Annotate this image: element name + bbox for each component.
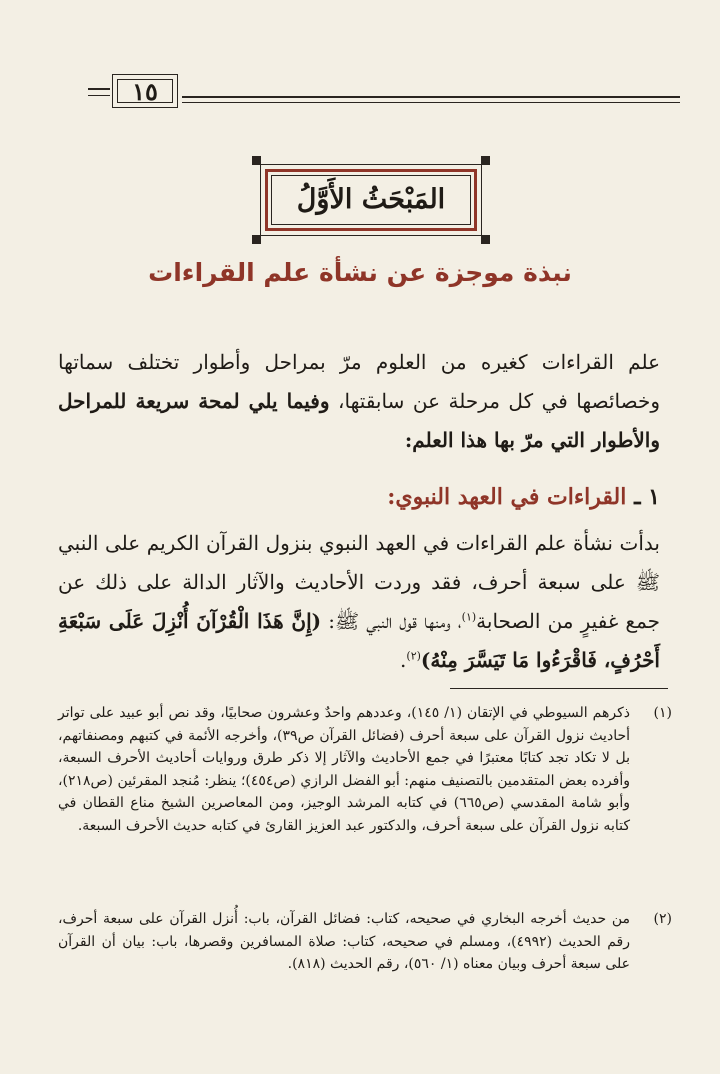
subsection-number: ١ ـ — [634, 484, 660, 510]
body-text-1: بدأت نشأة علم القراءات في العهد النبوي بنزول القرآن الكريم على النبي ﷺ على سبعة أحرف، فقد وردت الأحاديث والآثار الدالة على ذلك عن جمع غفيرٍ من الصحابة — [58, 531, 660, 633]
footnote-1 — [58, 702, 670, 837]
header-rule-left-thin — [88, 95, 110, 96]
page-number-box — [112, 74, 178, 108]
footnote-2-marker: (٢) — [653, 911, 672, 927]
subsection-heading — [58, 480, 660, 514]
footnote-1-marker: (١) — [653, 705, 672, 721]
intro-bold-text: وفيما يلي لمحة سريعة للمراحل والأطوار التي مرّ بها هذا العلم: — [58, 389, 660, 452]
footnote-1-text: ذكرهم السيوطي في الإتقان (١/ ١٤٥)، وعددهم واحدٌ وعشرون صحابيًا، وقد نص أبو عبيد على تواتر أحاديث نزول القرآن على سبعة أحرف (فضائل القرآن ص٣٩)، وأخرجه الأئمة في كتبهم ومصنفاتهم، بل لا تكاد تجد كتابًا معتبرًا في جمع الأحاديث والآثار إلا ذكر طرق وروايات أحاديث الأحرف السبعة، وأفرده بعض المتقدمين بالتصنيف منهم: أبو الفضل الرازي (ص٤٥٤)؛ ينظر: مُنجد المقرئين (ص٢١٨)، وأبو شامة المقدسي (ص٦٦٥) في كتابه المرشد الوجيز، ومن المعاصرين الشيخ مناع القطان في كتابه نزول القرآن على سبعة أحرف، والدكتور عبد العزيز القارئ في كتابه حديث الأحرف السبعة. — [58, 705, 631, 834]
body-text-end: . — [400, 648, 407, 672]
header-rule-left — [88, 88, 110, 90]
body-paragraph — [58, 524, 660, 680]
footnote-2 — [58, 908, 670, 976]
intro-paragraph — [58, 343, 660, 460]
section-title: نبذة موجزة عن نشأة علم القراءات — [148, 258, 572, 287]
section-frame — [252, 156, 490, 244]
page-number: ١٥ — [132, 76, 158, 106]
header-rule-right-thin — [182, 102, 680, 103]
footnote-ref-1[interactable]: (١) — [461, 610, 477, 624]
hadith-quote: (إِنَّ هَذَا الْقُرْآنَ أُنْزِلَ عَلَى سَبْعَةِ أَحْرُفٍ، فَاقْرَءُوا مَا تَيَسَّرَ مِنْهُ) — [58, 609, 660, 672]
footnote-2-text: من حديث أخرجه البخاري في صحيحه، كتاب: فضائل القرآن، باب: أُنزل القرآن على سبعة أحرف، رقم الحديث (٤٩٩٢)، ومسلم في صحيحه، كتاب: صلاة المسافرين وقصرها، باب: بيان أن القرآن على سبعة أحرف وبيان معناه (١/ ٥٦٠)، رقم الحديث (٨١٨). — [58, 911, 630, 972]
body-text-2: ، ومنها قول النبي ﷺ: — [321, 609, 462, 633]
header-rule-right — [182, 96, 680, 98]
intro-text: علم القراءات كغيره من العلوم مرّ بمراحل وأطوار تختلف سماتها وخصائصها في كل مرحلة عن سابقتها، — [58, 350, 660, 413]
subsection-title: القراءات في العهد النبوي: — [387, 484, 627, 510]
footnote-ref-2[interactable]: (٢) — [406, 649, 421, 663]
section-label: المَبْحَثُ الأَوَّلُ — [296, 184, 446, 215]
footnote-separator — [450, 688, 668, 689]
